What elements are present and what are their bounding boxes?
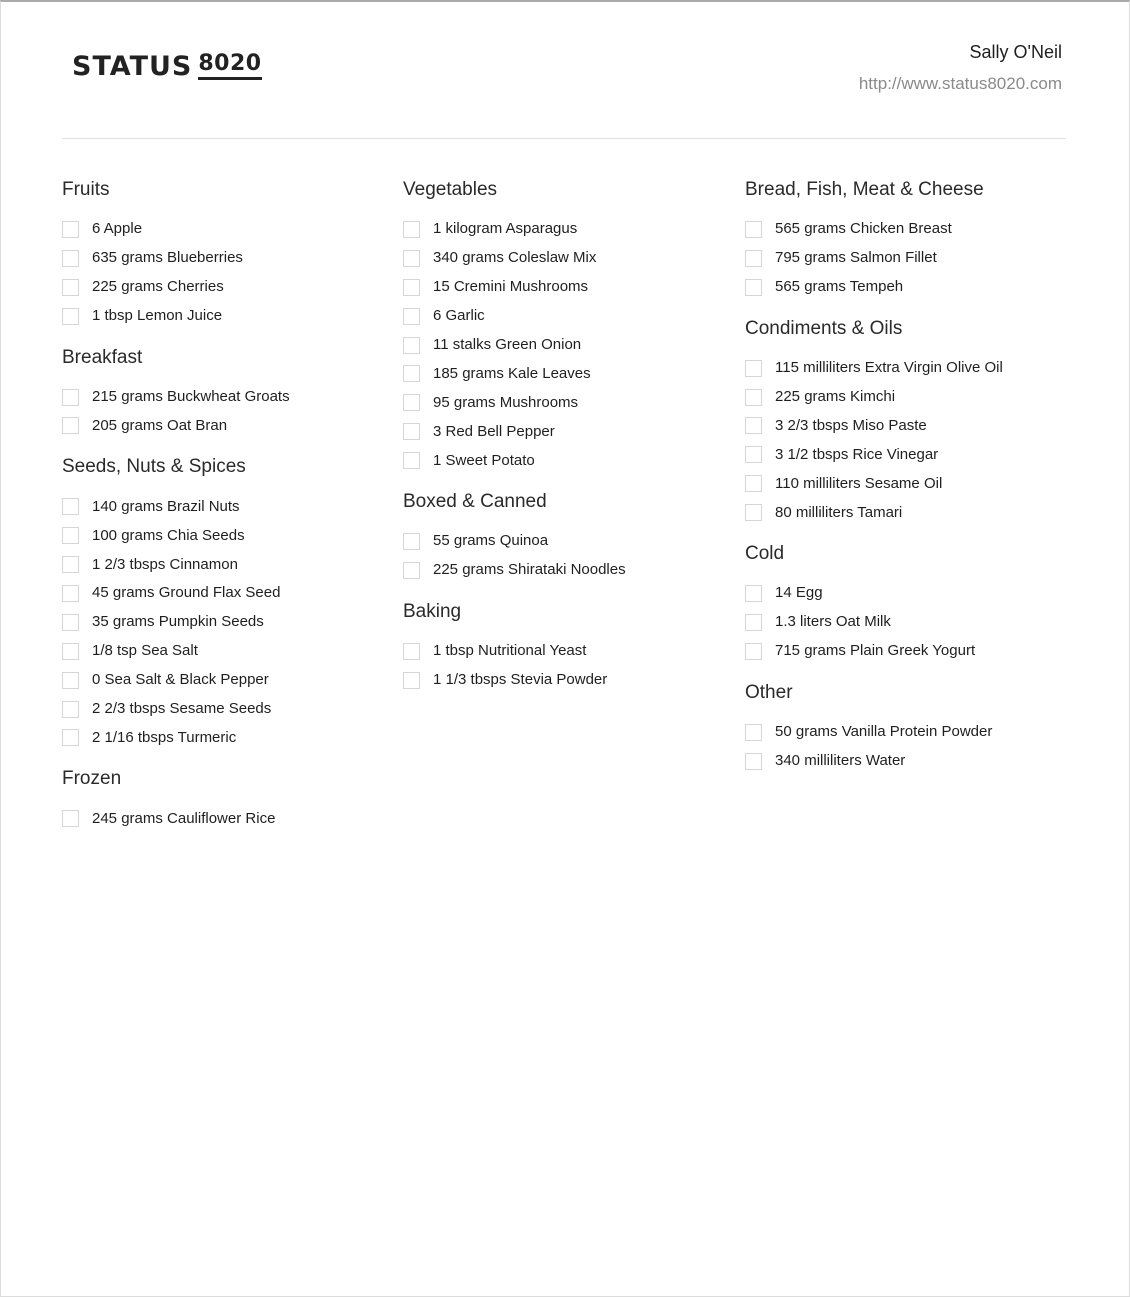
section-frozen bbox=[62, 766, 382, 833]
item-checkbox[interactable] bbox=[745, 504, 762, 521]
item-checkbox[interactable] bbox=[745, 724, 762, 741]
item-label: 2 2/3 tbsps Sesame Seeds bbox=[92, 700, 272, 718]
list-item bbox=[403, 556, 723, 585]
item-label: 110 milliliters Sesame Oil bbox=[775, 474, 943, 492]
item-label: 6 Garlic bbox=[433, 307, 485, 325]
section-bread-fish-meat-and-cheese bbox=[745, 177, 1065, 302]
item-label: 50 grams Vanilla Protein Powder bbox=[775, 723, 993, 741]
section-title: Other bbox=[745, 681, 793, 703]
item-checkbox[interactable] bbox=[62, 672, 79, 689]
item-checkbox[interactable] bbox=[403, 221, 420, 238]
item-label: 0 Sea Salt & Black Pepper bbox=[92, 671, 269, 689]
list-item bbox=[745, 469, 1065, 498]
list-item bbox=[62, 695, 382, 724]
item-label: 1/8 tsp Sea Salt bbox=[92, 642, 198, 660]
item-checkbox[interactable] bbox=[62, 389, 79, 406]
item-label: 3 2/3 tbsps Miso Paste bbox=[775, 416, 927, 434]
item-label: 80 milliliters Tamari bbox=[775, 503, 903, 521]
item-checkbox[interactable] bbox=[403, 672, 420, 689]
list-item bbox=[403, 446, 723, 475]
item-label: 100 grams Chia Seeds bbox=[92, 526, 245, 544]
status8020-logo bbox=[72, 50, 262, 82]
section-condiments-and-oils bbox=[745, 316, 1065, 527]
item-checkbox[interactable] bbox=[62, 585, 79, 602]
item-label: 565 grams Chicken Breast bbox=[775, 220, 952, 238]
list-item bbox=[62, 521, 382, 550]
item-label: 1 2/3 tbsps Cinnamon bbox=[92, 555, 238, 573]
item-checkbox[interactable] bbox=[745, 360, 762, 377]
section-title: Breakfast bbox=[62, 346, 143, 368]
item-checkbox[interactable] bbox=[403, 562, 420, 579]
item-label: 225 grams Shirataki Noodles bbox=[433, 561, 626, 579]
item-label: 115 milliliters Extra Virgin Olive Oil bbox=[775, 359, 1003, 377]
list-item bbox=[745, 498, 1065, 527]
item-checkbox[interactable] bbox=[403, 337, 420, 354]
item-checkbox[interactable] bbox=[745, 475, 762, 492]
item-checkbox[interactable] bbox=[62, 527, 79, 544]
item-checkbox[interactable] bbox=[62, 498, 79, 515]
section-fruits bbox=[62, 177, 382, 331]
list-item bbox=[745, 608, 1065, 637]
item-label: 3 1/2 tbsps Rice Vinegar bbox=[775, 445, 939, 463]
item-label: 11 stalks Green Onion bbox=[433, 336, 582, 353]
item-checkbox[interactable] bbox=[62, 614, 79, 631]
section-baking bbox=[403, 599, 723, 695]
section-title: Frozen bbox=[62, 768, 122, 790]
list-item bbox=[62, 302, 382, 331]
item-checkbox[interactable] bbox=[745, 221, 762, 238]
list-item bbox=[745, 244, 1065, 273]
item-checkbox[interactable] bbox=[62, 701, 79, 718]
item-label: 6 Apple bbox=[92, 220, 143, 238]
item-label: 45 grams Ground Flax Seed bbox=[92, 584, 281, 602]
item-label: 95 grams Mushrooms bbox=[433, 393, 579, 411]
item-checkbox[interactable] bbox=[745, 279, 762, 296]
item-checkbox[interactable] bbox=[62, 643, 79, 660]
item-label: 2 1/16 tbsps Turmeric bbox=[92, 728, 237, 746]
list-item bbox=[403, 637, 723, 666]
item-checkbox[interactable] bbox=[745, 614, 762, 631]
item-label: 185 grams Kale Leaves bbox=[433, 364, 591, 382]
list-item bbox=[62, 244, 382, 273]
item-label: 35 grams Pumpkin Seeds bbox=[92, 613, 264, 631]
list-item bbox=[62, 666, 382, 695]
item-label: 340 grams Coleslaw Mix bbox=[433, 249, 597, 267]
user-name: Sally O'Neil bbox=[969, 42, 1062, 62]
item-checkbox[interactable] bbox=[62, 556, 79, 573]
section-cold bbox=[745, 541, 1065, 666]
list-item bbox=[745, 440, 1065, 469]
list-item bbox=[403, 359, 723, 388]
list-item bbox=[745, 411, 1065, 440]
list-item bbox=[403, 244, 723, 273]
list-item bbox=[62, 492, 382, 521]
item-checkbox[interactable] bbox=[403, 643, 420, 660]
list-item bbox=[745, 747, 1065, 776]
section-seeds-nuts-and-spices bbox=[62, 454, 382, 752]
item-checkbox[interactable] bbox=[62, 221, 79, 238]
logo-number: 8020 bbox=[198, 51, 261, 80]
logo-word: STATUS bbox=[72, 51, 193, 82]
list-item bbox=[403, 273, 723, 302]
item-checkbox[interactable] bbox=[403, 365, 420, 382]
list-item bbox=[62, 273, 382, 302]
item-checkbox[interactable] bbox=[745, 250, 762, 267]
item-checkbox[interactable] bbox=[745, 389, 762, 406]
list-item bbox=[745, 579, 1065, 608]
list-item bbox=[62, 637, 382, 666]
list-item bbox=[403, 417, 723, 446]
item-checkbox[interactable] bbox=[745, 446, 762, 463]
item-label: 1 kilogram Asparagus bbox=[433, 220, 578, 238]
item-checkbox[interactable] bbox=[745, 643, 762, 660]
list-item bbox=[403, 215, 723, 244]
item-checkbox[interactable] bbox=[62, 729, 79, 746]
section-title: Fruits bbox=[62, 179, 110, 200]
item-label: 3 Red Bell Pepper bbox=[433, 422, 555, 440]
item-label: 565 grams Tempeh bbox=[775, 278, 904, 296]
list-item bbox=[62, 608, 382, 637]
list-item bbox=[62, 383, 382, 412]
section-title: Boxed & Canned bbox=[403, 491, 547, 513]
item-checkbox[interactable] bbox=[403, 394, 420, 411]
list-item bbox=[403, 666, 723, 695]
item-label: 205 grams Oat Bran bbox=[92, 416, 228, 434]
section-breakfast bbox=[62, 345, 382, 441]
list-item bbox=[62, 550, 382, 579]
item-checkbox[interactable] bbox=[403, 250, 420, 267]
list-item bbox=[62, 804, 382, 833]
list-item bbox=[62, 215, 382, 244]
item-checkbox[interactable] bbox=[62, 810, 79, 827]
list-item bbox=[745, 383, 1065, 412]
item-checkbox[interactable] bbox=[62, 250, 79, 267]
item-label: 140 grams Brazil Nuts bbox=[92, 497, 240, 515]
list-item bbox=[745, 273, 1065, 302]
section-title: Vegetables bbox=[403, 179, 498, 200]
list-item bbox=[745, 718, 1065, 747]
list-item bbox=[403, 527, 723, 556]
item-checkbox[interactable] bbox=[62, 308, 79, 325]
list-item bbox=[62, 411, 382, 440]
section-title: Cold bbox=[745, 543, 785, 565]
section-title: Condiments & Oils bbox=[745, 317, 903, 339]
section-title: Seeds, Nuts & Spices bbox=[62, 456, 246, 478]
column-3 bbox=[745, 177, 1065, 789]
item-checkbox[interactable] bbox=[745, 753, 762, 770]
website-url[interactable]: http://www.status8020.com bbox=[858, 74, 1062, 93]
item-checkbox[interactable] bbox=[403, 308, 420, 325]
section-other bbox=[745, 680, 1065, 776]
item-checkbox[interactable] bbox=[403, 533, 420, 550]
item-label: 15 Cremini Mushrooms bbox=[433, 278, 589, 296]
item-label: 225 grams Cherries bbox=[92, 278, 224, 296]
item-label: 795 grams Salmon Fillet bbox=[775, 249, 937, 267]
column-2 bbox=[403, 177, 723, 709]
list-item bbox=[745, 354, 1065, 383]
item-checkbox[interactable] bbox=[403, 279, 420, 296]
list-item bbox=[62, 579, 382, 608]
item-checkbox[interactable] bbox=[745, 417, 762, 434]
item-label: 1 tbsp Nutritional Yeast bbox=[433, 642, 587, 660]
item-checkbox[interactable] bbox=[403, 452, 420, 469]
item-checkbox[interactable] bbox=[62, 417, 79, 434]
item-label: 55 grams Quinoa bbox=[433, 532, 549, 550]
item-checkbox[interactable] bbox=[403, 423, 420, 440]
list-item bbox=[62, 723, 382, 752]
item-label: 715 grams Plain Greek Yogurt bbox=[775, 642, 976, 660]
list-item bbox=[403, 302, 723, 331]
section-vegetables bbox=[403, 177, 723, 475]
item-label: 1 1/3 tbsps Stevia Powder bbox=[433, 671, 608, 689]
header-divider bbox=[62, 138, 1066, 139]
section-title: Baking bbox=[403, 600, 462, 622]
item-label: 215 grams Buckwheat Groats bbox=[92, 388, 290, 405]
item-label: 1 Sweet Potato bbox=[433, 451, 535, 469]
item-checkbox[interactable] bbox=[62, 279, 79, 296]
item-label: 635 grams Blueberries bbox=[92, 249, 243, 267]
section-boxed-and-canned bbox=[403, 489, 723, 585]
list-item bbox=[745, 637, 1065, 666]
item-label: 1.3 liters Oat Milk bbox=[775, 613, 891, 631]
column-1 bbox=[62, 177, 382, 847]
item-label: 225 grams Kimchi bbox=[775, 388, 896, 405]
item-label: 340 milliliters Water bbox=[775, 752, 906, 770]
item-label: 1 tbsp Lemon Juice bbox=[92, 307, 223, 325]
list-item bbox=[745, 215, 1065, 244]
item-label: 14 Egg bbox=[775, 584, 823, 602]
section-title: Bread, Fish, Meat & Cheese bbox=[745, 179, 984, 200]
user-block bbox=[859, 40, 1062, 96]
item-checkbox[interactable] bbox=[745, 585, 762, 602]
item-label: 245 grams Cauliflower Rice bbox=[92, 809, 276, 827]
list-item bbox=[403, 388, 723, 417]
list-item bbox=[403, 331, 723, 360]
